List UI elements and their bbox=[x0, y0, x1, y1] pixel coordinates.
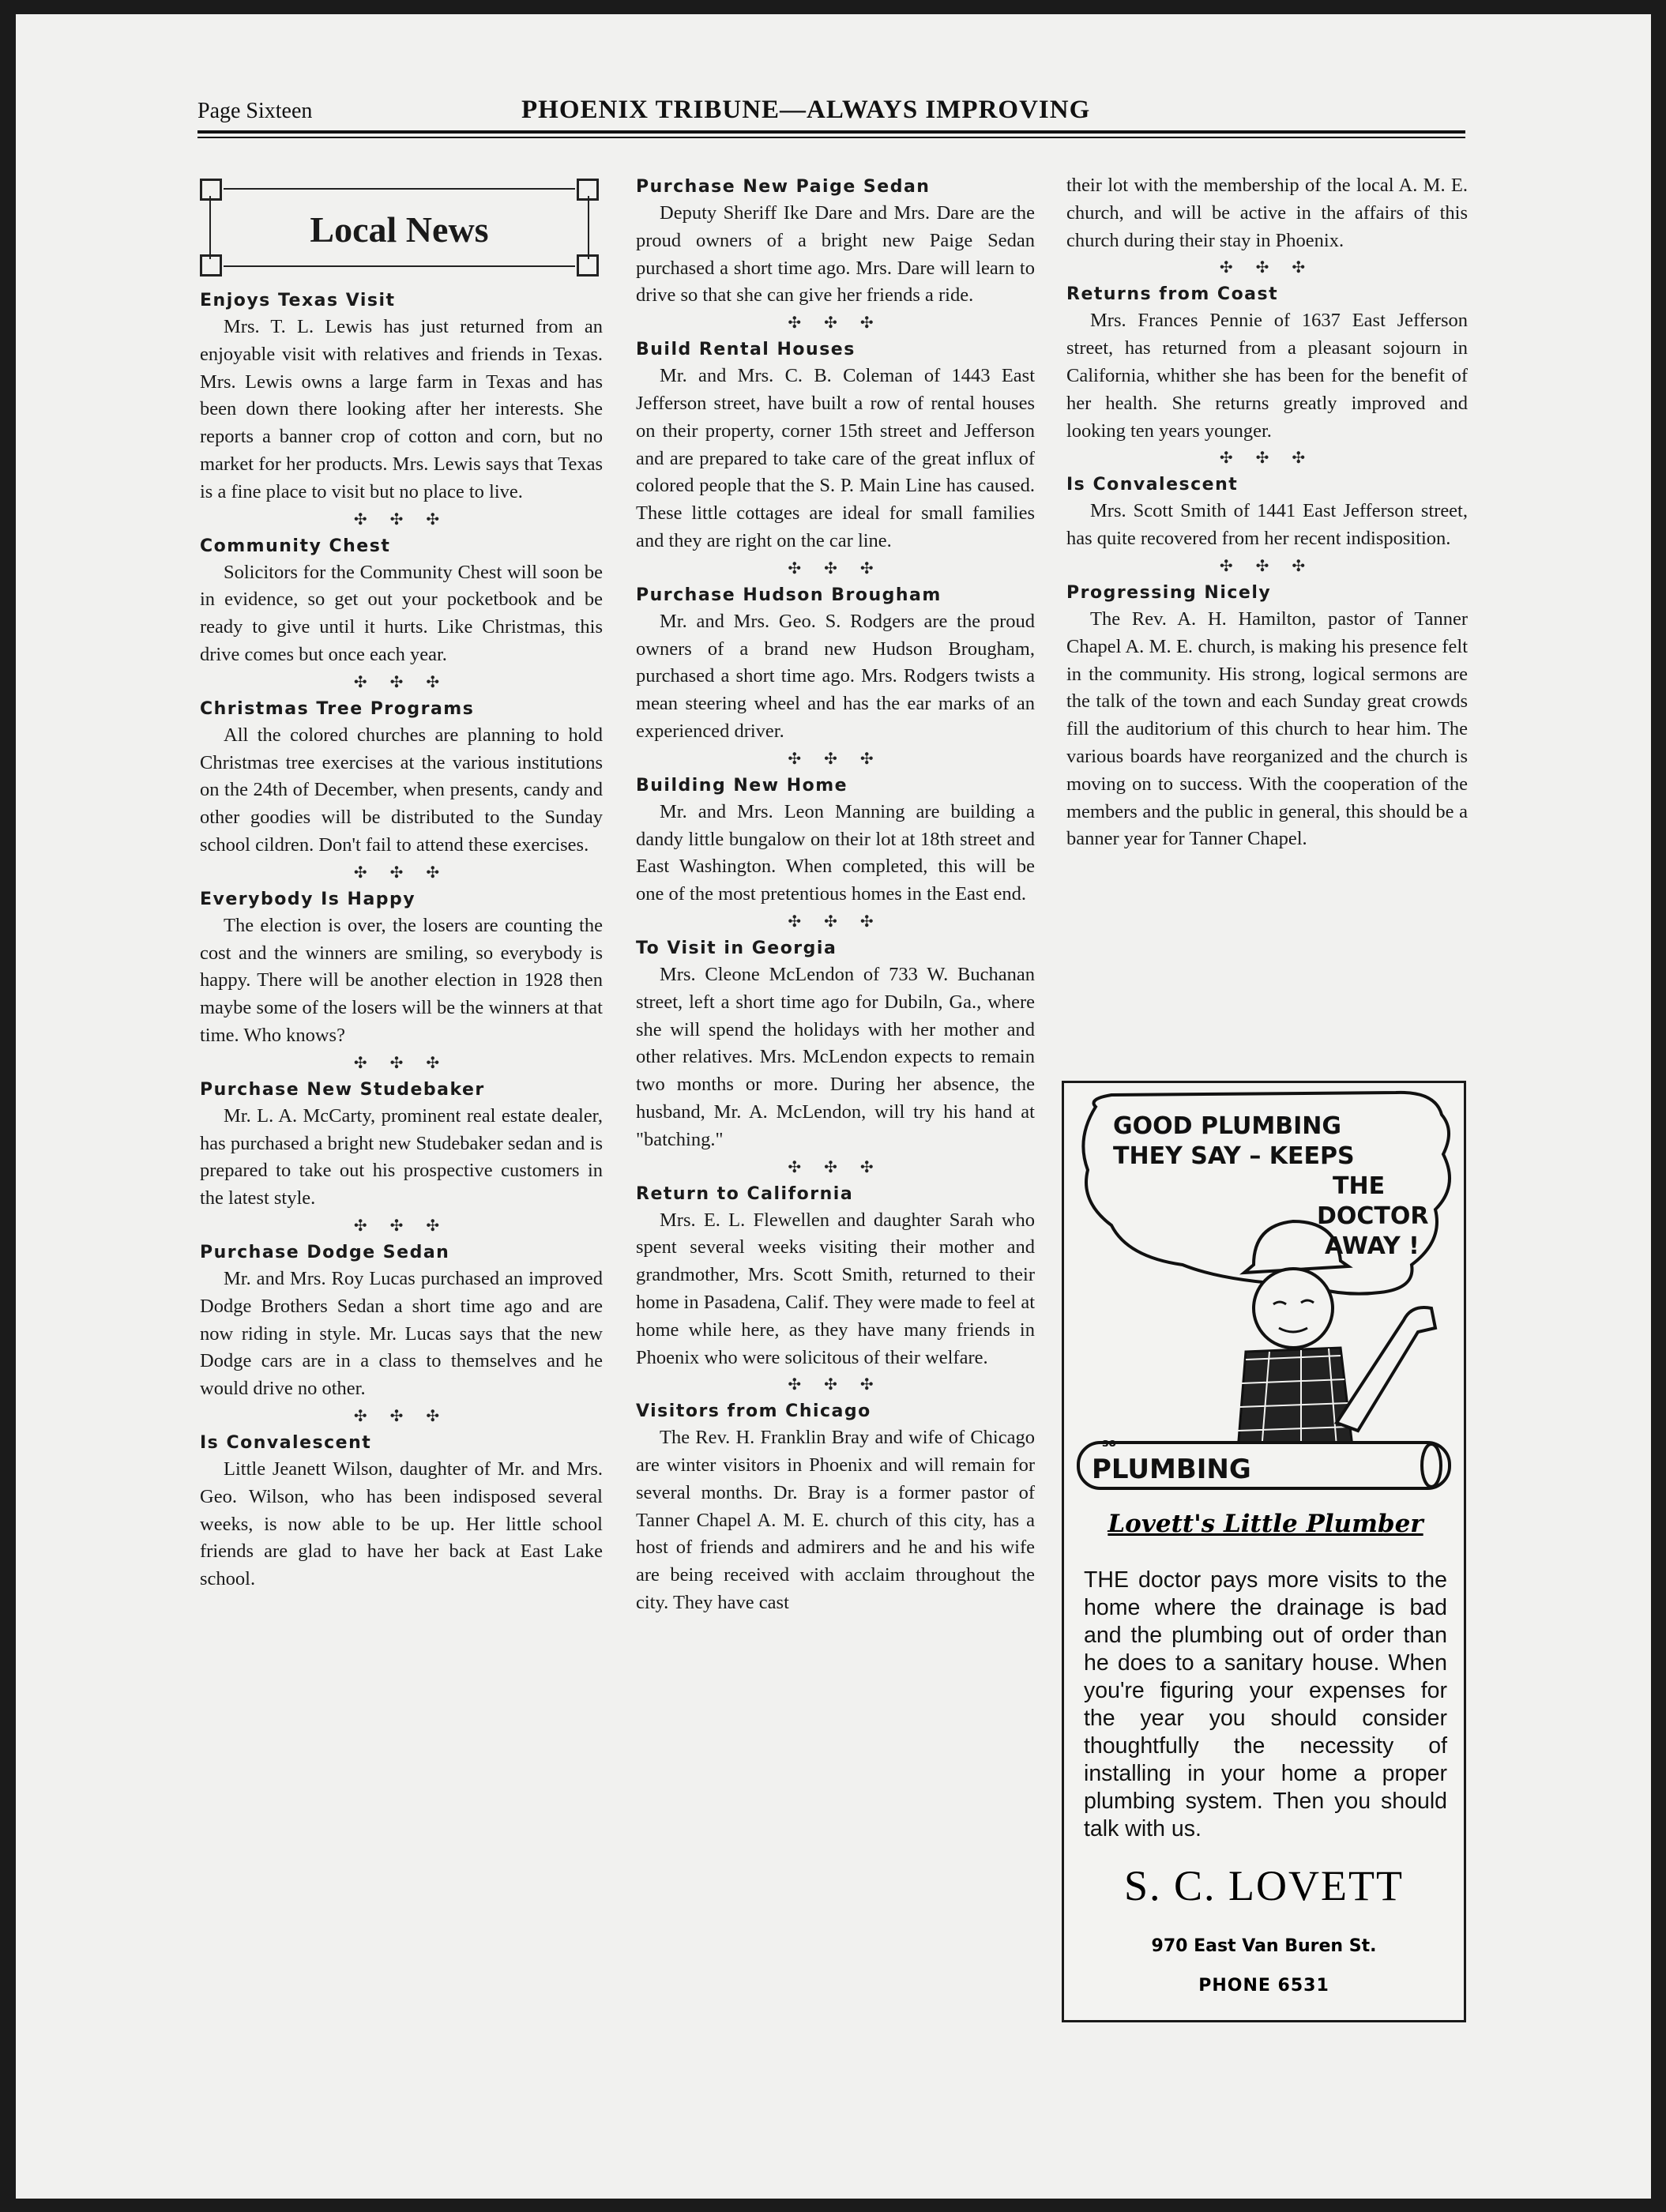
article-body: Mr. and Mrs. Roy Lucas purchased an improved Dodge Brothers Sedan a short time ago and are now riding in style. Mr. Lucas says that the new Dodge cars are in a class to themselves and he would drive no other. bbox=[200, 1267, 603, 1400]
section-header-box bbox=[200, 172, 599, 283]
article-body: Mr. and Mrs. Leon Manning are building a dandy little bungalow on their lot at 18th street and East Washington. When completed, this will be one of the most pretentious homes in the East end. bbox=[636, 800, 1035, 905]
ornament-divider: ✣ ✣ ✣ bbox=[788, 314, 883, 333]
ornament-divider: ✣ ✣ ✣ bbox=[788, 912, 883, 931]
masthead-rule bbox=[197, 130, 1465, 134]
ornament-divider: ✣ ✣ ✣ bbox=[1219, 259, 1315, 277]
page-number: Page Sixteen bbox=[197, 99, 313, 123]
article-body: Mrs. Frances Pennie of 1637 East Jefferson street, has returned from a pleasant sojourn in California, whither she has been for the benefit of her health. She returns greatly improved and looking ten years younger. bbox=[1066, 310, 1468, 442]
article-body: Mrs. Cleone McLendon of 733 W. Buchanan street, left a short time ago for Dubiln, Ga., where she will spend the holidays with her mother and other relatives. Mrs. McLendon expects to remain two months or more. During her absence, the husband, Mr. A. McLendon, will try his hand at "batching." bbox=[636, 963, 1035, 1150]
business-name: S. C. LOVETT bbox=[1124, 1862, 1404, 1909]
article-body: Mrs. Scott Smith of 1441 East Jefferson street, has quite recovered from her recent indisposition. bbox=[1066, 500, 1468, 550]
ornament-divider: ✣ ✣ ✣ bbox=[353, 863, 449, 882]
ornament-divider: ✣ ✣ ✣ bbox=[353, 673, 449, 691]
article-body: The election is over, the losers are counting the cost and the winners are smiling, so everybody is happy. There will be another election in 1928 then maybe some of the losers will be the winners at that time. Who knows? bbox=[200, 914, 603, 1046]
article-body-continued: their lot with the membership of the local A. M. E. church, and will be active in the affairs of this church during their stay in Phoenix. bbox=[1066, 175, 1468, 251]
business-address: 970 East Van Buren St. bbox=[1151, 1936, 1377, 1956]
article-body: The Rev. A. H. Hamilton, pastor of Tanner Chapel A. M. E. church, is making his presence felt in the community. His strong, logical sermons are the talk of the town and each Sunday great crowds fill the auditorium of this church to hear him. The various boards have reorganized and the church is moving on to success. With the cooperation of the members and the public in general, this should be a banner year for Tanner Chapel. bbox=[1066, 608, 1468, 850]
ornament-divider: ✣ ✣ ✣ bbox=[353, 1217, 449, 1235]
corner-square bbox=[200, 179, 222, 201]
article-headline: Build Rental Houses bbox=[636, 340, 856, 360]
pipe-label: PLUMBING bbox=[1092, 1454, 1251, 1485]
article-headline: Purchase Dodge Sedan bbox=[200, 1242, 450, 1262]
article-body: Mrs. T. L. Lewis has just returned from an enjoyable visit with relatives and friends in Texas. Mrs. Lewis owns a large farm in Texas and has been down there looking after her interests. She reports a banner crop of cotton and corn, but no market for her products. Mrs. Lewis says that Texas is a fine place to visit but no place to live. bbox=[200, 316, 603, 502]
bubble-line: THEY SAY – KEEPS bbox=[1113, 1142, 1355, 1170]
article-headline: To Visit in Georgia bbox=[636, 938, 837, 958]
box-rule bbox=[224, 188, 575, 190]
so-mark: so bbox=[1102, 1437, 1116, 1450]
article-headline: Christmas Tree Programs bbox=[200, 698, 475, 719]
ornament-divider: ✣ ✣ ✣ bbox=[788, 750, 883, 768]
article-headline: Is Convalescent bbox=[1066, 475, 1239, 495]
column-3 bbox=[1066, 172, 1468, 853]
article-headline: Purchase New Studebaker bbox=[200, 1079, 485, 1100]
ad-title: Lovett's Little Plumber bbox=[1108, 1510, 1423, 1538]
corner-square bbox=[200, 254, 222, 276]
ornament-divider: ✣ ✣ ✣ bbox=[788, 559, 883, 577]
article-headline: Enjoys Texas Visit bbox=[200, 291, 396, 310]
face-shape bbox=[1254, 1269, 1333, 1348]
column-2 bbox=[636, 172, 1035, 1617]
ornament-divider: ✣ ✣ ✣ bbox=[788, 1376, 883, 1394]
article-headline: Progressing Nicely bbox=[1066, 582, 1272, 603]
box-rule bbox=[224, 265, 575, 267]
article-body: The Rev. H. Franklin Bray and wife of Chicago are winter visitors in Phoenix and will remain for several months. Dr. Bray is a former pastor of Tanner Chapel A. M. E. church of this city, has a host of friends and admirers and he and his wife are being received with acclaim throughout the city. They have cast bbox=[636, 1427, 1035, 1614]
article-body: Little Jeanett Wilson, daughter of Mr. and Mrs. Geo. Wilson, who has been indisposed several weeks, is now able to be up. Her little school friends are glad to have her back at East Lake school. bbox=[200, 1458, 603, 1590]
newspaper-title: PHOENIX TRIBUNE—ALWAYS IMPROVING bbox=[521, 96, 1091, 124]
pipe-wrench bbox=[1337, 1307, 1435, 1431]
article-headline: Community Chest bbox=[200, 536, 391, 556]
article-headline: Is Convalescent bbox=[200, 1432, 372, 1453]
ad-copy: THE doctor pays more visits to the home where the drainage is bad and the plumbing out of order than he does to a sanitary house. When you're figuring your expenses for the year you should consider thoughtfully the necessity of installing in your home a proper plumbing system. Then you should talk with us. bbox=[1084, 1567, 1447, 1841]
article-headline: Visitors from Chicago bbox=[636, 1401, 871, 1422]
article-headline: Return to California bbox=[636, 1183, 854, 1204]
article-headline: Purchase New Paige Sedan bbox=[636, 177, 931, 197]
article-body: Mr. and Mrs. Geo. S. Rodgers are the proud owners of a brand new Hudson Brougham, purchased a short time ago. Mrs. Rodgers twists a mean steering wheel and has the ear marks of an experienced driver. bbox=[636, 610, 1035, 742]
article-body: Mr. L. A. McCarty, prominent real estate dealer, has purchased a bright new Studebaker sedan and is prepared to take out his prospective customers in the latest style. bbox=[200, 1104, 603, 1209]
section-title: Local News bbox=[310, 209, 489, 250]
ornament-divider: ✣ ✣ ✣ bbox=[788, 1158, 883, 1176]
ornament-divider: ✣ ✣ ✣ bbox=[353, 1054, 449, 1072]
business-phone: PHONE 6531 bbox=[1198, 1976, 1329, 1996]
bubble-line: THE bbox=[1333, 1172, 1386, 1200]
article-headline: Purchase Hudson Brougham bbox=[636, 585, 942, 605]
article-headline: Building New Home bbox=[636, 775, 848, 796]
article-headline: Returns from Coast bbox=[1066, 284, 1279, 305]
article-body: Deputy Sheriff Ike Dare and Mrs. Dare are the proud owners of a bright new Paige Sedan purchased a short time ago. Mrs. Dare will learn to drive so that she can give her friends a ride. bbox=[636, 202, 1035, 307]
ornament-divider: ✣ ✣ ✣ bbox=[1219, 557, 1315, 575]
article-body: Solicitors for the Community Chest will soon be in evidence, so get out your pocketbook and be ready to give until it hurts. Like Christmas, this drive comes but once each year. bbox=[200, 561, 603, 665]
ornament-divider: ✣ ✣ ✣ bbox=[353, 1407, 449, 1425]
article-body: Mr. and Mrs. C. B. Coleman of 1443 East Jefferson street, have built a row of rental houses on their property, corner 15th street and Jefferson and are prepared to take care of the great influx of colored people that the S. P. Main Line has caused. These little cottages are ideal for small families and they are right on the car line. bbox=[636, 365, 1035, 551]
article-headline: Everybody Is Happy bbox=[200, 889, 416, 909]
bubble-line: AWAY ! bbox=[1325, 1232, 1420, 1260]
ornament-divider: ✣ ✣ ✣ bbox=[353, 510, 449, 529]
article-body: All the colored churches are planning to hold Christmas tree exercises at the various institutions on the 24th of December, when presents, candy and other goodies will be distributed to the Sunday school cildren. Don't fail to attend these exercises. bbox=[200, 724, 603, 856]
ornament-divider: ✣ ✣ ✣ bbox=[1219, 450, 1315, 468]
bubble-line: GOOD PLUMBING bbox=[1113, 1112, 1341, 1140]
bubble-line: DOCTOR bbox=[1317, 1202, 1429, 1230]
masthead-rule-thin bbox=[197, 137, 1465, 138]
masthead bbox=[197, 96, 1477, 127]
column-1 bbox=[200, 172, 603, 1593]
article-body: Mrs. E. L. Flewellen and daughter Sarah who spent several weeks visiting their mother and grandmother, Mrs. Scott Smith, returned to their home in Pasadena, Calif. They were made to feel at home while here, as they have many friends in Phoenix who were solicitous of their welfare. bbox=[636, 1209, 1036, 1368]
plumber-advertisement bbox=[1062, 1081, 1466, 2022]
